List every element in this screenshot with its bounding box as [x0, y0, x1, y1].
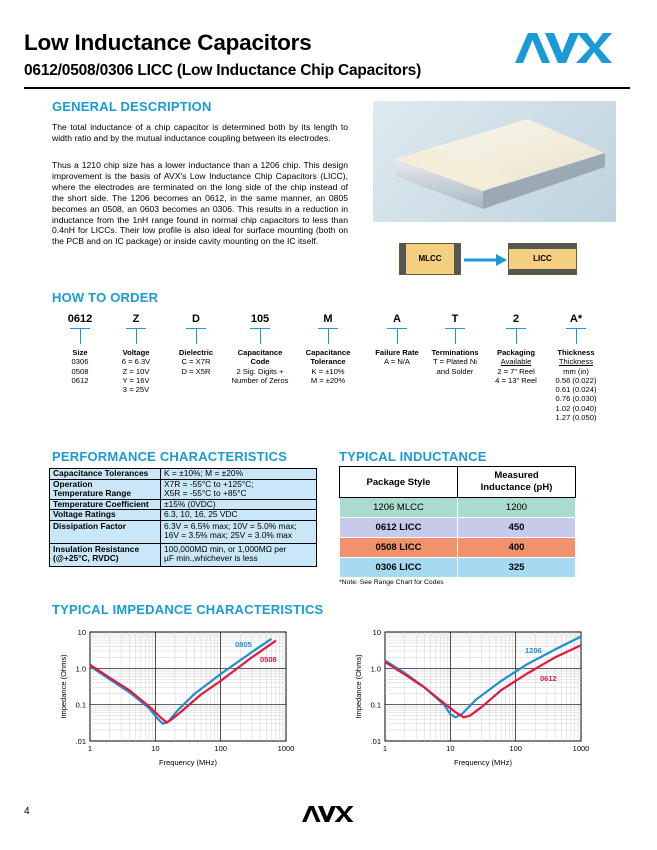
order-field-title: Packaging [497, 348, 535, 357]
order-field-title: Capacitance Tolerance [305, 348, 351, 367]
x-tick-label: 10 [446, 744, 455, 753]
inductance-col-style: Package Style [340, 467, 458, 498]
y-tick-label: 1.0 [75, 664, 86, 674]
order-field-title: Capacitance Code [237, 348, 283, 367]
x-tick-label: 100 [509, 744, 522, 753]
y-tick-label: 1.0 [370, 664, 381, 674]
order-field-option: 6 = 6.3V [121, 357, 151, 367]
series-label-0612: 0612 [540, 674, 557, 683]
order-code-0: 0612 [67, 313, 93, 325]
performance-row [50, 499, 317, 510]
order-field-option: D = X5R [181, 366, 211, 376]
order-field-option: 0.61 (0.024) [555, 385, 597, 395]
performance-key: Capacitance Tolerances [50, 469, 161, 480]
y-axis-label: Impedance (Ohms) [59, 654, 68, 719]
inductance-style: 0612 LICC [340, 518, 458, 538]
page-number: 4 [24, 806, 30, 817]
series-label-0805: 0805 [235, 640, 252, 649]
order-field-8 [556, 348, 597, 422]
y-tick-label: 0.1 [370, 700, 381, 710]
page-title: Low Inductance Capacitors [24, 30, 312, 55]
series-label-0508: 0508 [260, 655, 277, 664]
order-field-subtitle: Thickness [558, 357, 594, 367]
inductance-header-row [340, 467, 576, 498]
performance-row [50, 469, 317, 480]
order-code-6: T [451, 313, 459, 325]
avx-footer-logo [300, 805, 356, 823]
order-field-4 [306, 348, 351, 385]
order-code-7: 2 [512, 313, 520, 325]
order-field-option: 0306 [71, 357, 89, 367]
order-field-title: Voltage [122, 348, 150, 357]
general-paragraph-1: The total inductance of a chip capacitor is determined both by its length to width ratio and by the mutual inductance coupling between its electrodes. [52, 122, 348, 143]
order-connector [328, 328, 329, 344]
order-connector [455, 328, 456, 344]
order-code-3: 105 [250, 313, 270, 325]
avx-logo [515, 31, 613, 65]
order-field-option: 0.56 (0.022) [555, 375, 597, 385]
inductance-value: 325 [458, 558, 576, 578]
order-field-option: K = ±10% [311, 366, 345, 376]
order-connector [196, 328, 197, 344]
licc-label: LICC [533, 254, 552, 263]
licc-chip [508, 243, 577, 275]
performance-row [50, 520, 317, 543]
inductance-value: 450 [458, 518, 576, 538]
order-field-option: 0612 [71, 375, 89, 385]
order-field-5 [375, 348, 418, 367]
inductance-heading: TYPICAL INDUCTANCE [339, 449, 487, 464]
order-field-1 [122, 348, 151, 394]
order-field-option: Number of Zeros [231, 375, 289, 385]
order-field-3 [232, 348, 289, 385]
order-field-title: Thickness [557, 348, 595, 357]
inductance-value: 400 [458, 538, 576, 558]
x-tick-label: 1000 [277, 744, 295, 753]
performance-value: 6.3V = 6.5% max; 10V = 5.0% max; 16V = 3.5% max; 25V = 3.0% max [161, 520, 317, 543]
performance-row [50, 479, 317, 499]
plot-frame [385, 632, 581, 741]
mlcc-label: MLCC [418, 254, 442, 263]
order-field-option: 1.27 (0.050) [555, 413, 597, 423]
order-field-option: Z = 10V [122, 366, 150, 376]
order-field-option: 0.76 (0.030) [555, 394, 597, 404]
performance-key: Dissipation Factor [50, 520, 161, 543]
order-code-4: M [323, 313, 333, 325]
arrow-right-icon [462, 253, 508, 267]
order-field-title: Failure Rate [375, 348, 419, 357]
series-label-1206: 1206 [525, 646, 542, 655]
order-code-5: A [393, 313, 401, 325]
order-field-option: T = Plated Ni [433, 357, 477, 367]
performance-value: 100,000MΩ min, or 1,000MΩ per µF min.,whichever is less [161, 543, 317, 566]
inductance-note: *Note: See Range Chart for Codes [339, 579, 444, 586]
order-field-title: Terminations [431, 348, 479, 357]
inductance-style: 1206 MLCC [340, 498, 458, 518]
order-field-option: 0508 [71, 366, 89, 376]
order-field-option: M = ±20% [310, 375, 346, 385]
order-connector [80, 328, 81, 344]
inductance-style: 0306 LICC [340, 558, 458, 578]
y-tick-label: 10 [372, 628, 381, 637]
order-connector [516, 328, 517, 344]
order-field-2 [179, 348, 213, 376]
x-tick-label: 1000 [572, 744, 590, 753]
performance-row [50, 543, 317, 566]
page-subtitle: 0612/0508/0306 LICC (Low Inductance Chip Capacitors) [24, 62, 422, 79]
order-field-option: 2 Sig. Digits + [236, 366, 284, 376]
x-tick-label: 100 [214, 744, 227, 753]
order-heading: HOW TO ORDER [52, 290, 159, 305]
chip-photo [373, 101, 616, 222]
order-code-1: Z [132, 313, 140, 325]
performance-value: ±15% (0VDC) [161, 499, 317, 510]
inductance-row [340, 538, 576, 558]
performance-key: Temperature Coefficient [50, 499, 161, 510]
order-field-option: C = X7R [181, 357, 211, 367]
impedance-heading: TYPICAL IMPEDANCE CHARACTERISTICS [52, 602, 324, 617]
x-tick-label: 1 [382, 744, 388, 753]
inductance-row [340, 558, 576, 578]
order-field-option: 4 = 13" Reel [495, 375, 537, 385]
performance-value: K = ±10%; M = ±20% [161, 469, 317, 480]
order-field-7 [495, 348, 537, 385]
inductance-row [340, 498, 576, 518]
y-tick-label: .01 [370, 737, 381, 746]
order-field-title: Dielectric [178, 348, 214, 357]
order-field-option: A = N/A [384, 357, 410, 367]
order-field-option: 2 = 7" Reel [497, 366, 535, 376]
order-connector [260, 328, 261, 344]
order-code-2: D [192, 313, 200, 325]
order-field-6 [431, 348, 478, 376]
inductance-row [340, 518, 576, 538]
order-connector [136, 328, 137, 344]
order-field-title: Size [72, 348, 88, 357]
order-field-subtitle: Available [500, 357, 532, 367]
order-field-option: mm (in) [563, 366, 589, 376]
order-connector [576, 328, 577, 344]
y-axis-label: Impedance (Ohms) [354, 654, 363, 719]
order-field-0 [72, 348, 89, 385]
impedance-chart-left [50, 620, 310, 770]
order-connector [397, 328, 398, 344]
x-tick-label: 1 [87, 744, 93, 753]
performance-key: Voltage Ratings [50, 510, 161, 521]
performance-heading: PERFORMANCE CHARACTERISTICS [52, 449, 288, 464]
y-tick-label: 10 [77, 628, 86, 637]
inductance-table [339, 466, 576, 578]
performance-key: Insulation Resistance (@+25°C, RVDC) [50, 543, 161, 566]
impedance-chart-right [345, 620, 605, 770]
x-tick-label: 10 [151, 744, 160, 753]
inductance-col-value: Measured Inductance (pH) [458, 467, 576, 498]
performance-row [50, 510, 317, 521]
order-field-option: and Solder [436, 366, 474, 376]
y-tick-label: 0.1 [75, 700, 86, 710]
performance-value: X7R = -55°C to +125°C; X5R = -55°C to +85°C [161, 479, 317, 499]
general-heading: GENERAL DESCRIPTION [52, 99, 212, 114]
performance-table [49, 468, 317, 567]
y-tick-label: .01 [75, 737, 86, 746]
order-field-option: 3 = 25V [122, 385, 150, 395]
inductance-style: 0508 LICC [340, 538, 458, 558]
order-field-option: Y = 16V [122, 375, 150, 385]
inductance-value: 1200 [458, 498, 576, 518]
header-rule [24, 87, 630, 89]
performance-value: 6.3, 10, 16, 25 VDC [161, 510, 317, 521]
mlcc-licc-diagram [399, 243, 577, 276]
order-code-8: A* [569, 313, 583, 325]
x-axis-label: Frequency (MHz) [454, 758, 512, 767]
general-paragraph-2: Thus a 1210 chip size has a lower inductance than a 1206 chip. This design improvement is the basis of AVX's Low Inductance Chip Capacitors (LICC), where the electrodes are terminated on the long side of the chip instead of the short side. The 1206 becomes an 0612, in the same manner, an 0805 becomes an 0508, an 0603 becomes an 0306. This results in a reduction in inductance from the 1nH range found in normal chip capacitors to less than 0.4nH for LICCs. Their low profile is also ideal for surface mounting (both on the PCB and on IC package) or inside cavity mounting on the IC itself. [52, 160, 348, 247]
order-field-option: 1.02 (0.040) [555, 403, 597, 413]
x-axis-label: Frequency (MHz) [159, 758, 217, 767]
performance-key: Operation Temperature Range [50, 479, 161, 499]
mlcc-chip [399, 243, 461, 275]
